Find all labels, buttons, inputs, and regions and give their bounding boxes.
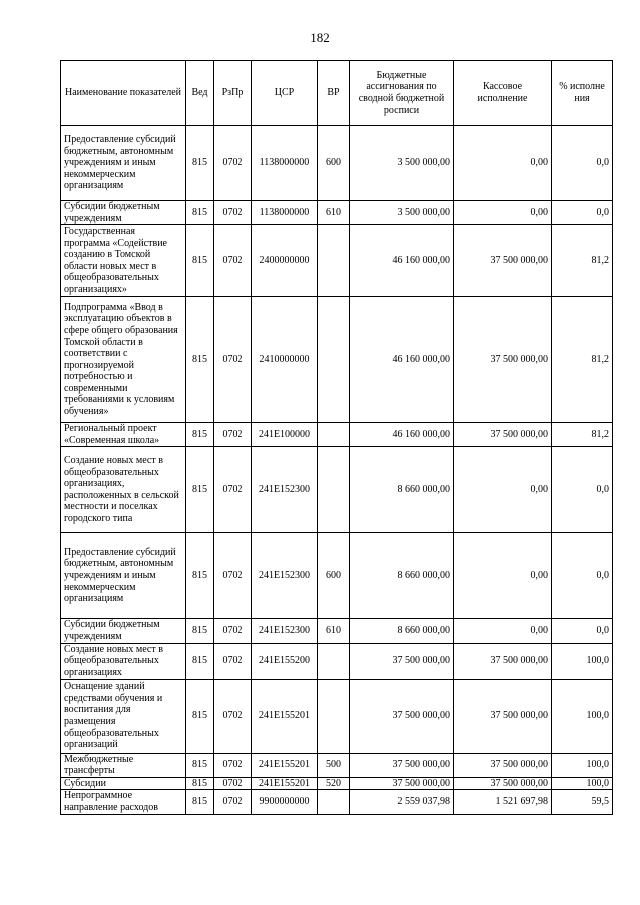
row-cash-cell: 0,00 bbox=[454, 126, 552, 201]
row-rzpr-cell: 0702 bbox=[214, 447, 252, 533]
row-vr-cell: 600 bbox=[318, 533, 350, 619]
row-csr-cell: 241E155201 bbox=[252, 679, 318, 753]
row-name-cell: Субсидии бюджетным учреждениям bbox=[61, 201, 186, 225]
row-rzpr-cell: 0702 bbox=[214, 619, 252, 643]
row-assignments-cell: 37 500 000,00 bbox=[350, 643, 454, 679]
header-name: Наименование показателей bbox=[61, 61, 186, 126]
row-assignments-cell: 3 500 000,00 bbox=[350, 201, 454, 225]
row-csr-cell: 2400000000 bbox=[252, 225, 318, 297]
row-percent-cell: 0,0 bbox=[552, 447, 613, 533]
row-ved-cell: 815 bbox=[186, 790, 214, 814]
row-percent-cell: 81,2 bbox=[552, 423, 613, 447]
row-rzpr-cell: 0702 bbox=[214, 777, 252, 790]
row-ved-cell: 815 bbox=[186, 643, 214, 679]
row-ved-cell: 815 bbox=[186, 126, 214, 201]
table-row bbox=[61, 753, 613, 777]
header-ved: Вед bbox=[186, 61, 214, 126]
row-csr-cell: 241E100000 bbox=[252, 423, 318, 447]
row-ved-cell: 815 bbox=[186, 297, 214, 423]
row-cash-cell: 37 500 000,00 bbox=[454, 679, 552, 753]
row-vr-cell bbox=[318, 297, 350, 423]
row-percent-cell: 0,0 bbox=[552, 126, 613, 201]
row-rzpr-cell: 0702 bbox=[214, 679, 252, 753]
row-rzpr-cell: 0702 bbox=[214, 297, 252, 423]
row-ved-cell: 815 bbox=[186, 619, 214, 643]
row-rzpr-cell: 0702 bbox=[214, 753, 252, 777]
row-cash-cell: 37 500 000,00 bbox=[454, 643, 552, 679]
row-rzpr-cell: 0702 bbox=[214, 533, 252, 619]
row-assignments-cell: 3 500 000,00 bbox=[350, 126, 454, 201]
table-header-row bbox=[61, 61, 613, 126]
row-vr-cell: 600 bbox=[318, 126, 350, 201]
table-row bbox=[61, 225, 613, 297]
row-name-cell: Предоставление субсидий бюджетным, автономным учреждениям и иным некоммерческим организациям bbox=[61, 126, 186, 201]
row-ved-cell: 815 bbox=[186, 423, 214, 447]
row-name-cell: Субсидии бюджетным учреждениям bbox=[61, 619, 186, 643]
table-row bbox=[61, 423, 613, 447]
row-csr-cell: 9900000000 bbox=[252, 790, 318, 814]
row-percent-cell: 59,5 bbox=[552, 790, 613, 814]
row-vr-cell: 610 bbox=[318, 201, 350, 225]
row-name-cell: Создание новых мест в общеобразовательных организациях bbox=[61, 643, 186, 679]
row-name-cell: Межбюджетные трансферты bbox=[61, 753, 186, 777]
row-vr-cell bbox=[318, 447, 350, 533]
row-vr-cell bbox=[318, 225, 350, 297]
row-percent-cell: 81,2 bbox=[552, 297, 613, 423]
row-cash-cell: 0,00 bbox=[454, 201, 552, 225]
row-assignments-cell: 2 559 037,98 bbox=[350, 790, 454, 814]
row-rzpr-cell: 0702 bbox=[214, 423, 252, 447]
row-percent-cell: 100,0 bbox=[552, 753, 613, 777]
row-percent-cell: 0,0 bbox=[552, 619, 613, 643]
row-vr-cell bbox=[318, 790, 350, 814]
row-vr-cell: 500 bbox=[318, 753, 350, 777]
row-name-cell: Государственная программа «Содействие созданию в Томской области новых мест в общеобразовательных организациях» bbox=[61, 225, 186, 297]
page-number: 182 bbox=[310, 30, 330, 45]
row-assignments-cell: 37 500 000,00 bbox=[350, 753, 454, 777]
header-assignments: Бюджетные ассигнования по сводной бюджетной росписи bbox=[350, 61, 454, 126]
row-csr-cell: 241E155201 bbox=[252, 777, 318, 790]
row-csr-cell: 1138000000 bbox=[252, 126, 318, 201]
row-csr-cell: 241E152300 bbox=[252, 447, 318, 533]
row-cash-cell: 0,00 bbox=[454, 533, 552, 619]
row-cash-cell: 37 500 000,00 bbox=[454, 297, 552, 423]
row-assignments-cell: 46 160 000,00 bbox=[350, 225, 454, 297]
header-csr: ЦСР bbox=[252, 61, 318, 126]
row-vr-cell: 610 bbox=[318, 619, 350, 643]
row-csr-cell: 241E152300 bbox=[252, 619, 318, 643]
row-ved-cell: 815 bbox=[186, 753, 214, 777]
row-assignments-cell: 46 160 000,00 bbox=[350, 297, 454, 423]
row-percent-cell: 100,0 bbox=[552, 643, 613, 679]
row-assignments-cell: 46 160 000,00 bbox=[350, 423, 454, 447]
row-csr-cell: 241E155200 bbox=[252, 643, 318, 679]
row-ved-cell: 815 bbox=[186, 533, 214, 619]
table-row bbox=[61, 679, 613, 753]
row-name-cell: Региональный проект «Современная школа» bbox=[61, 423, 186, 447]
row-vr-cell bbox=[318, 679, 350, 753]
row-rzpr-cell: 0702 bbox=[214, 126, 252, 201]
table-row bbox=[61, 297, 613, 423]
row-ved-cell: 815 bbox=[186, 225, 214, 297]
row-percent-cell: 0,0 bbox=[552, 201, 613, 225]
row-assignments-cell: 8 660 000,00 bbox=[350, 619, 454, 643]
row-ved-cell: 815 bbox=[186, 447, 214, 533]
header-cash-execution: Кассовое исполнение bbox=[454, 61, 552, 126]
row-vr-cell bbox=[318, 643, 350, 679]
row-csr-cell: 241E155201 bbox=[252, 753, 318, 777]
row-name-cell: Создание новых мест в общеобразовательных организациях, расположенных в сельской местности и поселках городского типа bbox=[61, 447, 186, 533]
row-ved-cell: 815 bbox=[186, 201, 214, 225]
row-vr-cell: 520 bbox=[318, 777, 350, 790]
table-row bbox=[61, 777, 613, 790]
row-cash-cell: 37 500 000,00 bbox=[454, 225, 552, 297]
header-vr: ВР bbox=[318, 61, 350, 126]
row-name-cell: Оснащение зданий средствами обучения и воспитания для размещения общеобразовательных организаций bbox=[61, 679, 186, 753]
table-body bbox=[61, 126, 613, 815]
row-ved-cell: 815 bbox=[186, 777, 214, 790]
row-percent-cell: 0,0 bbox=[552, 533, 613, 619]
row-ved-cell: 815 bbox=[186, 679, 214, 753]
row-cash-cell: 37 500 000,00 bbox=[454, 423, 552, 447]
row-csr-cell: 241E152300 bbox=[252, 533, 318, 619]
row-assignments-cell: 37 500 000,00 bbox=[350, 679, 454, 753]
table-row bbox=[61, 126, 613, 201]
header-percent: % исполне ния bbox=[552, 61, 613, 126]
table-row bbox=[61, 619, 613, 643]
row-cash-cell: 0,00 bbox=[454, 619, 552, 643]
row-name-cell: Непрограммное направление расходов bbox=[61, 790, 186, 814]
row-assignments-cell: 8 660 000,00 bbox=[350, 447, 454, 533]
row-percent-cell: 100,0 bbox=[552, 679, 613, 753]
table-row bbox=[61, 201, 613, 225]
row-rzpr-cell: 0702 bbox=[214, 225, 252, 297]
row-percent-cell: 100,0 bbox=[552, 777, 613, 790]
row-cash-cell: 0,00 bbox=[454, 447, 552, 533]
row-csr-cell: 2410000000 bbox=[252, 297, 318, 423]
budget-execution-table bbox=[60, 60, 613, 815]
row-rzpr-cell: 0702 bbox=[214, 790, 252, 814]
table-row bbox=[61, 790, 613, 814]
table-row bbox=[61, 643, 613, 679]
header-rzpr: РзПр bbox=[214, 61, 252, 126]
row-csr-cell: 1138000000 bbox=[252, 201, 318, 225]
row-cash-cell: 37 500 000,00 bbox=[454, 777, 552, 790]
row-cash-cell: 37 500 000,00 bbox=[454, 753, 552, 777]
row-vr-cell bbox=[318, 423, 350, 447]
row-rzpr-cell: 0702 bbox=[214, 201, 252, 225]
row-assignments-cell: 37 500 000,00 bbox=[350, 777, 454, 790]
table-row bbox=[61, 447, 613, 533]
row-name-cell: Предоставление субсидий бюджетным, автономным учреждениям и иным некоммерческим организациям bbox=[61, 533, 186, 619]
row-name-cell: Подпрограмма «Ввод в эксплуатацию объектов в сфере общего образования Томской области в соответствии с прогнозируемой потребностью и современными требованиями к условиям обучения» bbox=[61, 297, 186, 423]
row-name-cell: Субсидии bbox=[61, 777, 186, 790]
row-cash-cell: 1 521 697,98 bbox=[454, 790, 552, 814]
table-row bbox=[61, 533, 613, 619]
row-assignments-cell: 8 660 000,00 bbox=[350, 533, 454, 619]
row-rzpr-cell: 0702 bbox=[214, 643, 252, 679]
row-percent-cell: 81,2 bbox=[552, 225, 613, 297]
